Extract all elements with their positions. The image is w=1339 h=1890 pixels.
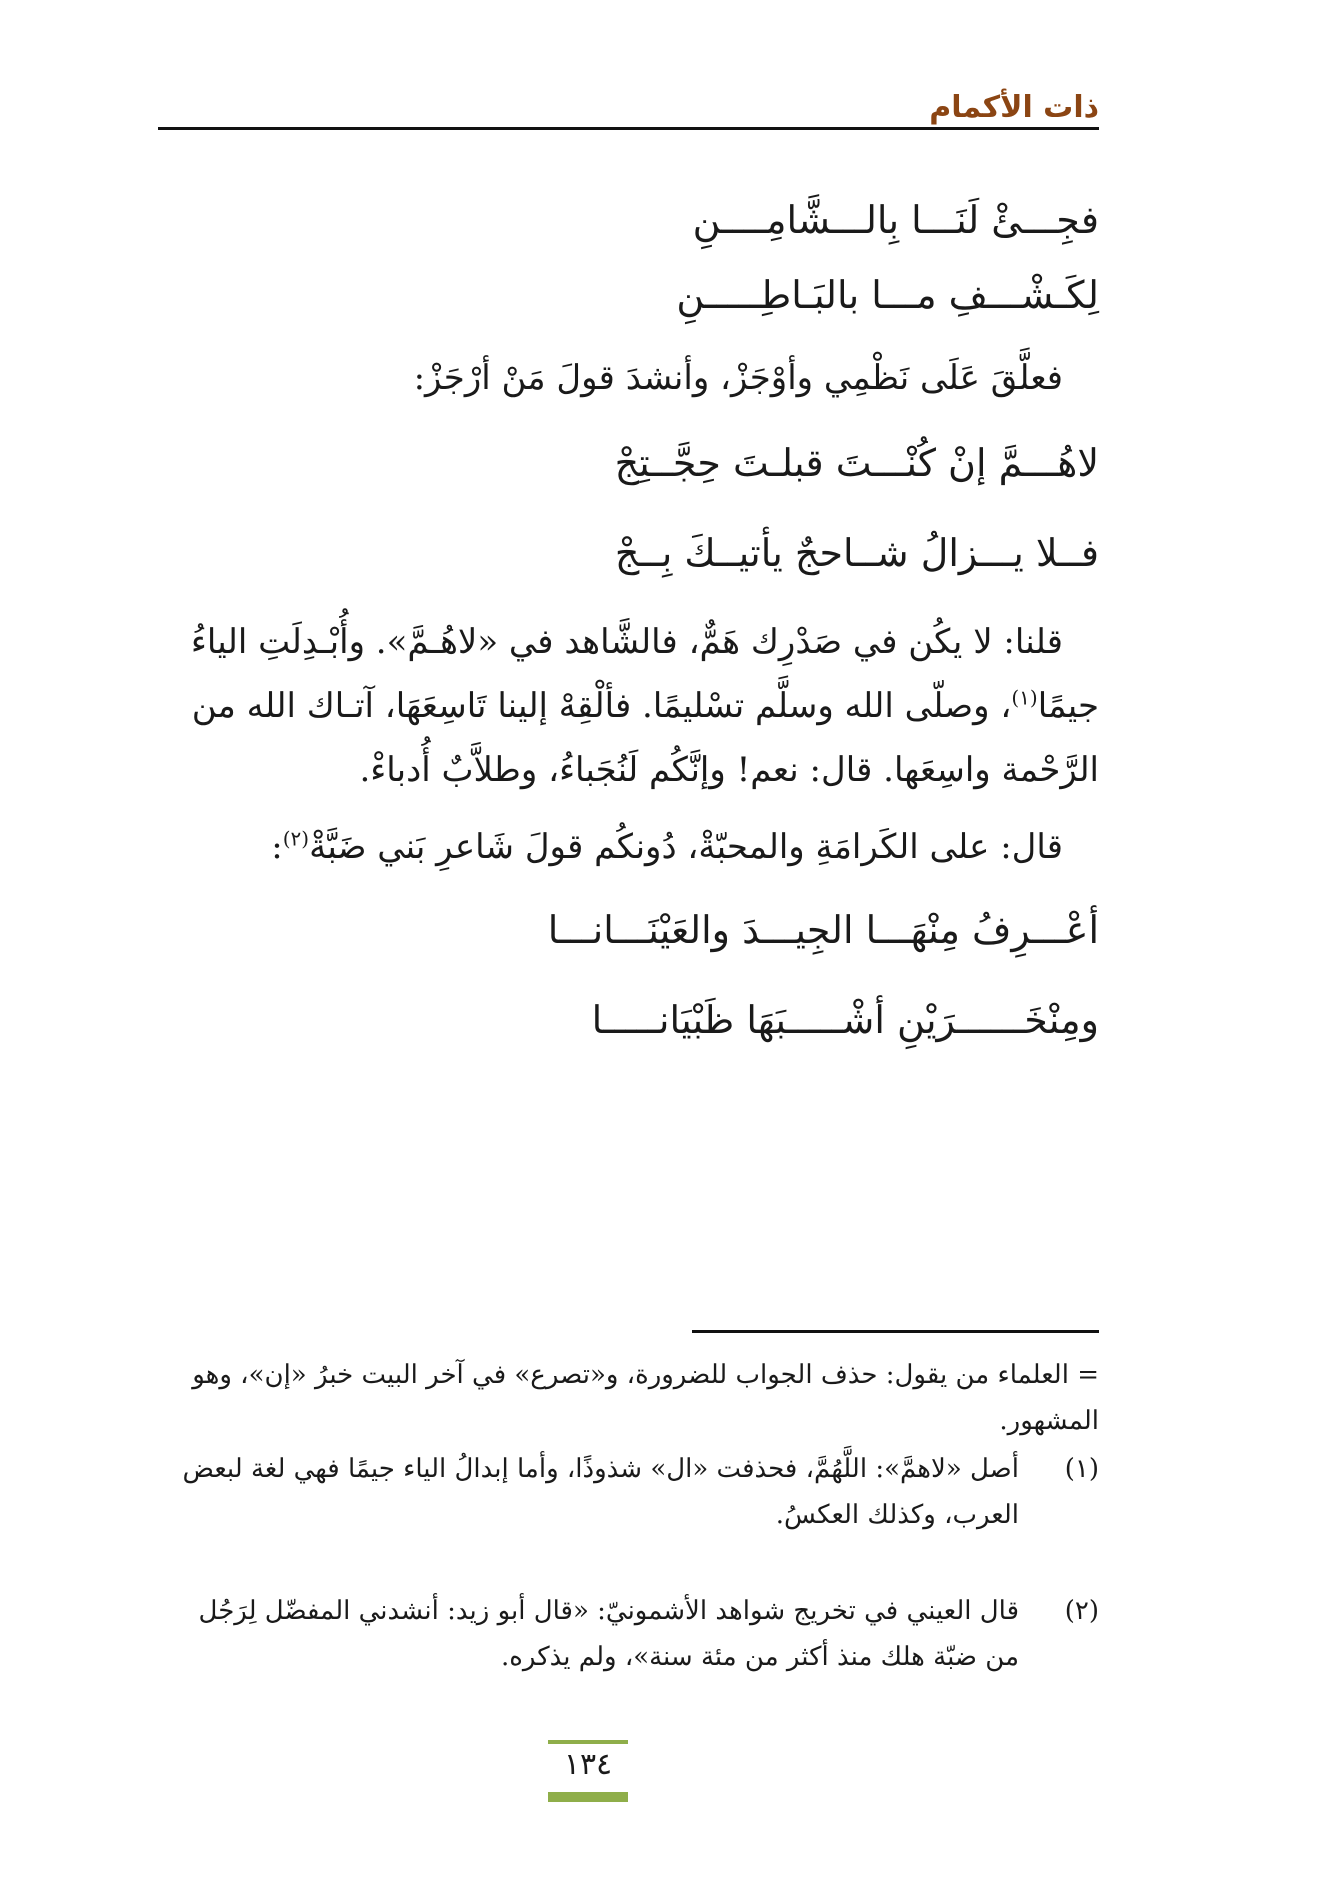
footnote-text: قال العيني في تخريج شواهد الأشمونيّ: «قال أبو زيد: أنشدني المفضّل لِرَجُل من ضبّة هلك منذ أكثر من مئة سنة»، ولم يذكره. bbox=[198, 1596, 1019, 1672]
prose-intro-text: قال: على الكَرامَةِ والمحبّةْ، دُونكُم قولَ شَاعرِ بَني ضَبَّةْ bbox=[309, 827, 1063, 867]
verse-line: أعْـــرِفُ مِنْهَـــا الجِيـــدَ والعَيْنَـــانـــا bbox=[547, 908, 1099, 952]
running-header: ذات الأكمام bbox=[929, 90, 1099, 125]
footnote-text: أصل «لاهمَّ»: اللَّهُمَّ، فحذفت «ال» شذوذًا، وأما إبدالُ الياء جيمًا فهي لغة لبعض العرب، وكذلك العكسُ. bbox=[182, 1454, 1019, 1530]
footnote-number: (١) bbox=[1064, 1454, 1099, 1484]
paragraph-text-b: ، وصلّى الله وسلَّم تسْليمًا. فألْقِهْ إلينا تَاسِعَهَا، آتـاك الله من الرَّحْمة واسِعَها. قال: نعم! وإنَّكُم لَنُجَباءُ، وطلاَّبٌ أُدباءْ. bbox=[191, 686, 1099, 790]
verse-line: فجِـــئْ لَنَـــا بِالـــشَّامِــــنِ bbox=[692, 198, 1099, 242]
prose-paragraph bbox=[158, 610, 1099, 802]
prose-intro bbox=[158, 815, 1099, 879]
footnote-text: = العلماء من يقول: حذف الجواب للضرورة، و«تصرع» في آخر البيت خبرُ «إن»، وهو المشهور. bbox=[192, 1360, 1099, 1436]
page-number-bar-top bbox=[548, 1740, 628, 1744]
footnote-continuation bbox=[158, 1352, 1099, 1444]
footnote bbox=[158, 1588, 1099, 1680]
verse-line: لاهُـــمَّ إنْ كُنْـــتَ قبلـتَ حِجَّــتِجْ bbox=[614, 441, 1099, 485]
footnote-ref-1[interactable]: (١) bbox=[1011, 685, 1038, 710]
verse-line: ومِنْخَــــــرَيْنِ أشْـــــبَهَا ظَبْيَانـــــا bbox=[591, 998, 1099, 1042]
footnote-ref-2[interactable]: (٢) bbox=[282, 826, 310, 851]
footnote-rule bbox=[692, 1330, 1099, 1333]
verse-line: فــلا يـــزالُ شــاحجٌ يأتيــكَ بِــجْ bbox=[614, 531, 1099, 575]
footnote-number: (٢) bbox=[1064, 1596, 1099, 1626]
page-number-bar-bottom bbox=[548, 1792, 628, 1802]
prose-intro bbox=[158, 346, 1099, 410]
prose-intro-end: : bbox=[271, 827, 283, 867]
footnote bbox=[158, 1446, 1099, 1538]
header-rule bbox=[158, 127, 1099, 130]
paragraph-text-a: قلنا: لا يكُن في صَدْرِك هَمٌّ، فالشَّاهد في «لاهُـمَّ». وأُبْـدِلَتِ الياءُ جيمًا bbox=[190, 622, 1099, 726]
page-number: ١٣٤ bbox=[563, 1747, 613, 1782]
verse-line: لِكَـشْـــفِ مـــا بالبَـاطِـــــنِ bbox=[676, 273, 1099, 317]
prose-intro-text: فعلَّقَ عَلَى نَظْمِي وأوْجَزْ، وأنشدَ قولَ مَنْ أرْجَزْ: bbox=[413, 358, 1063, 398]
